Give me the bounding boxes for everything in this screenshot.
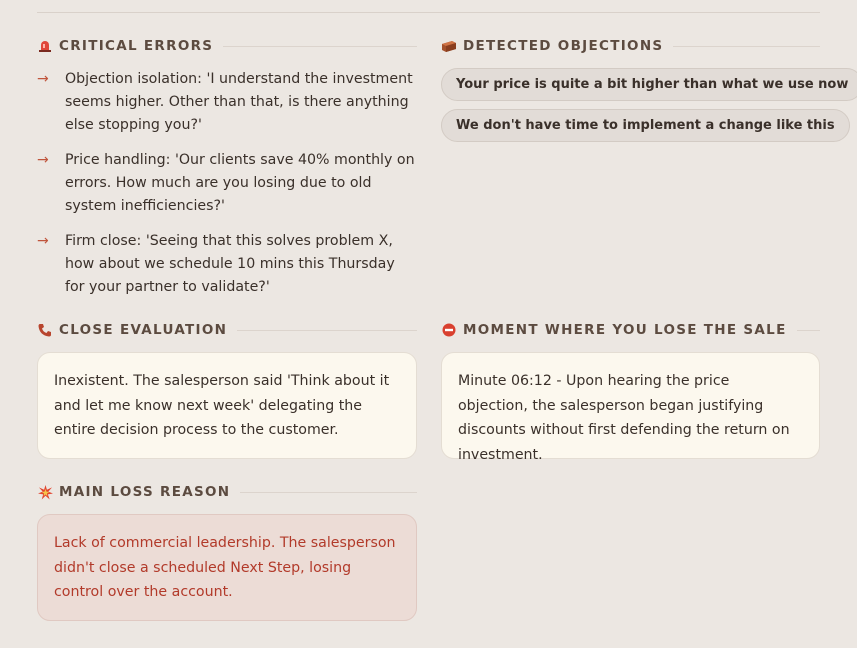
section-rule (797, 330, 820, 331)
section-title: CRITICAL ERRORS (59, 38, 214, 54)
section-rule (223, 46, 417, 47)
no-entry-icon (441, 322, 457, 338)
main-loss-card (37, 514, 417, 621)
section-rule (237, 330, 417, 331)
section-title: MOMENT WHERE YOU LOSE THE SALE (463, 322, 787, 338)
brick-icon (441, 38, 457, 54)
close-evaluation-header (37, 320, 417, 340)
arrow-right-icon: → (37, 71, 49, 87)
section-title: MAIN LOSS REASON (59, 484, 231, 500)
critical-errors-list (37, 68, 417, 299)
detected-objections-header (441, 36, 820, 56)
section-rule (673, 46, 820, 47)
main-loss-text: Lack of commercial leadership. The salesperson didn't close a scheduled Next Step, losing control over the account. (54, 535, 396, 600)
critical-errors-header (37, 36, 417, 56)
objection-chip[interactable]: We don't have time to implement a change like this (441, 109, 850, 142)
lose-moment-section (441, 320, 820, 340)
list-item (37, 68, 417, 137)
section-title: DETECTED OBJECTIONS (463, 38, 664, 54)
error-text: Objection isolation: 'I understand the investment seems higher. Other than that, is there anything else stopping you?' (65, 71, 413, 133)
critical-errors-section (37, 36, 417, 299)
list-item (37, 230, 417, 299)
siren-icon (37, 38, 53, 54)
telephone-icon (37, 322, 53, 338)
lose-moment-text: Minute 06:12 - Upon hearing the price objection, the salesperson began justifying discounts without first defending the return on investment. (458, 373, 790, 463)
main-loss-header (37, 482, 417, 502)
collision-icon (37, 484, 53, 500)
arrow-right-icon: → (37, 152, 49, 168)
section-rule (240, 492, 417, 493)
objection-chip[interactable]: Your price is quite a bit higher than what we use now (441, 68, 857, 101)
error-text: Firm close: 'Seeing that this solves problem X, how about we schedule 10 mins this Thursday for your partner to validate?' (65, 233, 395, 295)
list-item (37, 149, 417, 218)
top-divider (37, 12, 820, 13)
lose-moment-header (441, 320, 820, 340)
detected-objections-section (441, 36, 849, 142)
section-title: CLOSE EVALUATION (59, 322, 228, 338)
close-evaluation-section (37, 320, 417, 340)
objection-chips (441, 68, 849, 142)
error-text: Price handling: 'Our clients save 40% monthly on errors. How much are you losing due to old system inefficiencies?' (65, 152, 415, 214)
close-evaluation-card (37, 352, 417, 459)
main-loss-section (37, 482, 417, 502)
arrow-right-icon: → (37, 233, 49, 249)
close-evaluation-text: Inexistent. The salesperson said 'Think about it and let me know next week' delegating the entire decision process to the customer. (54, 373, 390, 438)
lose-moment-card (441, 352, 820, 463)
